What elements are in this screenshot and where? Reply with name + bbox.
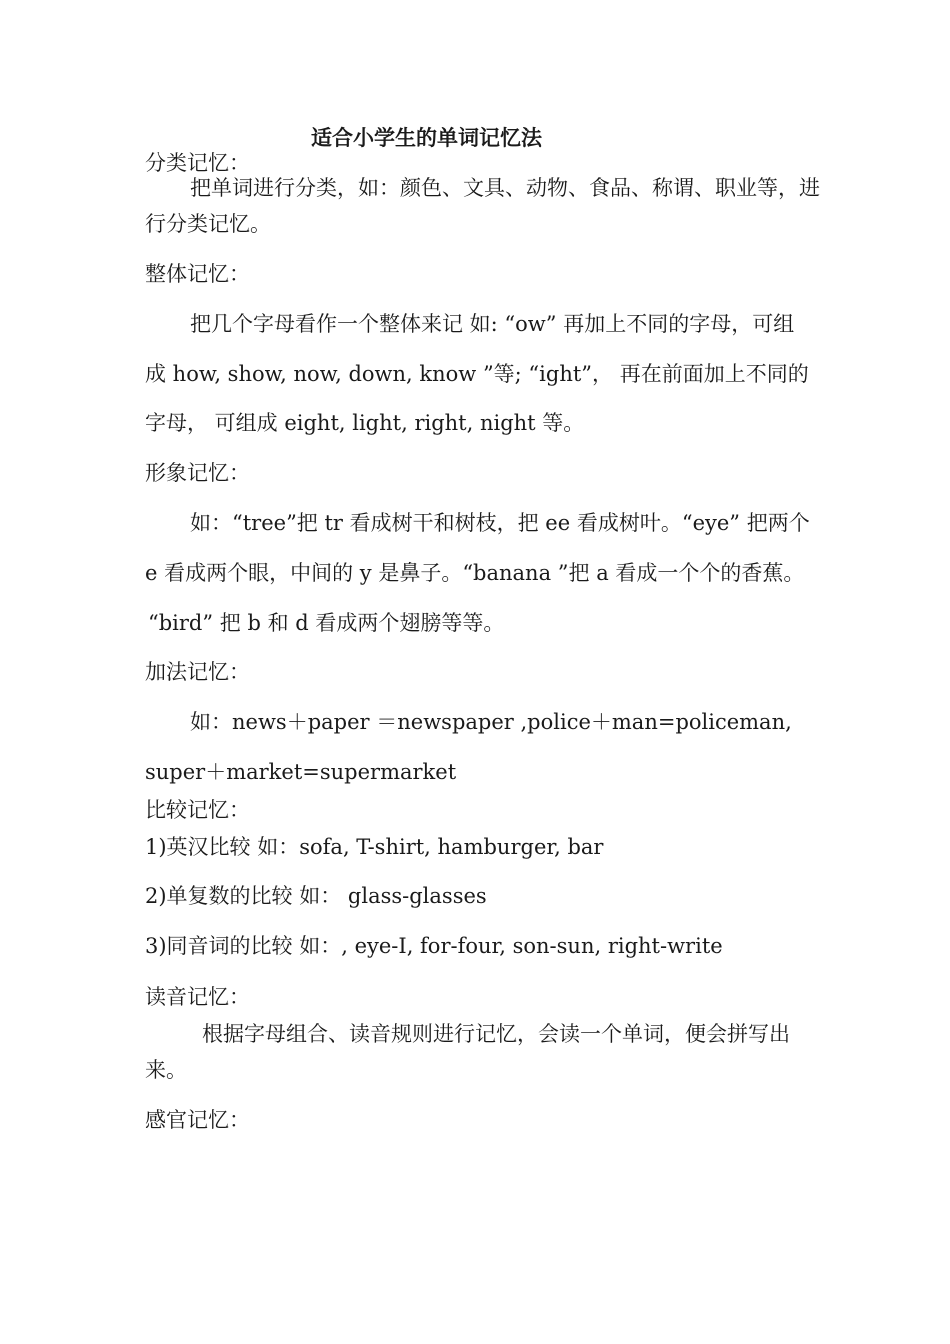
paragraph-line: 把单词进行分类，如：颜色、文具、动物、食品、称谓、职业等，进 <box>190 176 820 200</box>
section-heading-senses: 感官记忆： <box>145 1108 250 1132</box>
paragraph-line: 把几个字母看作一个整体来记 如: “ow” 再加上不同的字母，可组 <box>190 312 795 336</box>
section-heading-whole: 整体记忆： <box>145 262 250 286</box>
paragraph-line: 成 how, show, now, down, know ”等; “ight”， 再在前面加上不同的 <box>145 362 809 386</box>
section-heading-addition: 加法记忆： <box>145 660 250 684</box>
section-heading-pronunciation: 读音记忆： <box>145 985 250 1009</box>
paragraph-line: 行分类记忆。 <box>145 212 271 236</box>
list-item: 3)同音词的比较 如：, eye-I, for-four, son-sun, right-write <box>145 934 723 958</box>
paragraph-line: e 看成两个眼，中间的 y 是鼻子。“banana ”把 a 看成一个个的香蕉。 <box>145 561 805 585</box>
paragraph-line: 如：“tree”把 tr 看成树干和树枝，把 ee 看成树叶。“eye” 把两个 <box>190 511 810 535</box>
section-heading-classification: 分类记忆： <box>145 151 250 175</box>
list-item: 1)英汉比较 如：sofa, T-shirt, hamburger, bar <box>145 835 604 859</box>
paragraph-line: 如：news＋paper ＝newspaper ,police＋man=policeman, <box>190 710 792 734</box>
paragraph-line: “bird” 把 b 和 d 看成两个翅膀等等。 <box>148 611 505 635</box>
paragraph-line: 字母， 可组成 eight, light, right, night 等。 <box>145 411 585 435</box>
paragraph-line: 根据字母组合、读音规则进行记忆，会读一个单词，便会拼写出 <box>202 1022 790 1046</box>
paragraph-line: 来。 <box>145 1058 187 1082</box>
paragraph-line: super＋market=supermarket <box>145 760 457 784</box>
section-heading-image: 形象记忆： <box>145 461 250 485</box>
page-title: 适合小学生的单词记忆法 <box>311 125 542 150</box>
section-heading-comparison: 比较记忆： <box>145 798 250 822</box>
list-item: 2)单复数的比较 如： glass-glasses <box>145 884 487 908</box>
